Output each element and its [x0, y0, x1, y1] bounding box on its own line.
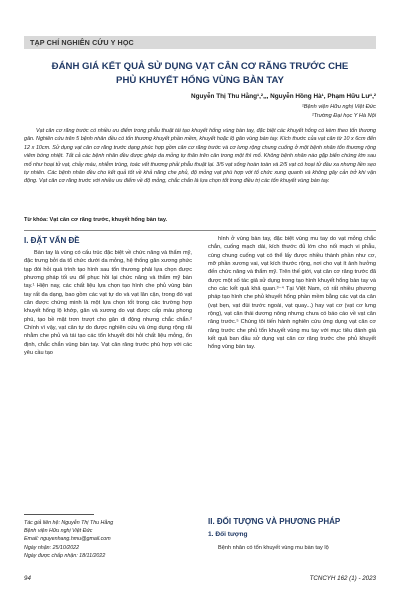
- section-heading-methods: II. ĐỐI TƯỢNG VÀ PHƯƠNG PHÁP: [208, 517, 341, 526]
- intro-paragraph-left: Bàn tay là vùng có cấu trúc đặc biệt về chức năng và thẩm mỹ, đặc trưng bởi da tổ chức dưới da mỏng, hệ thống gân xương phức tạp đòi hỏi quá trình tạo hình sau tổn thương phải lựa chọn được phương pháp tối ưu để phục hồi lại chức năng và thẩm mỹ bàn tay.¹ Hiện nay, các chất liệu lựa chọn tạo hình che phủ vùng bàn tay rất đa dạng, bao gồm các vạt tự do và vạt lân cận, trong đó vạt cân được chứng minh là một lựa chọn tốt trong các trường hợp khuyết hổng lộ khớp, gân và xương do vạt được cấp máu phong phú, tạo bề mặt trơn trượt cho gân di động nhưng chắc chắn.² Chính vì vậy, vạt cân tự do được nghiên cứu và ứng dụng rộng rãi nhằm che phủ và tái tạo các tổn khuyết đòi hỏi chất liệu mỏng, ổn định, chắc chắn vùng bàn tay. Vạt cân răng trước phù hợp với các yêu cầu tạo: [24, 250, 192, 357]
- journal-issue: TCNCYH 162 (1) - 2023: [309, 575, 376, 582]
- subsection-heading-subjects: 1. Đối tượng: [208, 531, 248, 538]
- keywords: Từ khóa: Vạt cân cơ răng trước, khuyết hổng bàn tay.: [24, 217, 168, 223]
- footnote-received-date: Ngày nhận: 25/10/2022: [24, 544, 80, 551]
- affiliation-1: ¹Bệnh viện Hữu nghị Việt Đức: [301, 104, 376, 110]
- intro-paragraph-right: hình ở vùng bàn tay, đặc biệt vùng mu tay do vạt mỏng chắc chắn, cuống mạch dài, kích thước đủ lớn cho nối mạch vi phẫu, cùng chung cuống vạt có thể lấy được nhiều thành phần như cơ, mỡ phần xương vai, vạt kích thước rộng, nơi cho vạt ít ảnh hưởng đến chức năng và thẩm mỹ. Trên thế giới, vạt cân cơ răng trước đã được một số tác giả sử dụng trong tạo hình khuyết hổng bàn tay và cho các kết quả khả quan.³⁻⁴ Tại Việt Nam, có rất nhiều phương pháp tạo hình che phủ khuyết hổng phần mềm bằng các vạt da cân (vạt bẹn, vạt đùi trước ngoài, vạt quay...) hay vạt cơ (vạt cơ lưng rộng), vạt cân thái dương nông nhưng chưa có báo cáo về vạt cân răng trước.⁵ Chúng tôi tiến hành nghiên cứu ứng dụng vạt cân cơ răng trước che phủ tổn khuyết vùng mu tay với mục tiêu đánh giá kết quả ban đầu sử dụng vạt cân cơ răng trước che phủ khuyết hổng vùng bàn tay.: [208, 236, 376, 351]
- footnote-institution: Bệnh viện Hữu nghị Việt Đức: [24, 528, 93, 535]
- article-title-line-1: ĐÁNH GIÁ KẾT QUẢ SỬ DỤNG VẠT CÂN CƠ RĂNG TRƯỚC CHE: [51, 61, 349, 72]
- journal-section-label: TẠP CHÍ NGHIÊN CỨU Y HỌC: [30, 38, 134, 47]
- left-column: [24, 249, 192, 357]
- corresponding-author-footnote: [24, 519, 194, 560]
- footnote-email: Email: nguyenhang.hmu@gmail.com: [24, 536, 111, 543]
- author-list: Nguyễn Thị Thu Hằng¹,²,,, Nguyễn Hồng Hà¹, Phạm Hữu Lư¹,²: [191, 93, 376, 100]
- footnote-author: Tác giả liên hệ: Nguyễn Thị Thu Hằng: [24, 520, 114, 526]
- article-title-line-2: PHỦ KHUYẾT HỔNG VÙNG BÀN TAY: [116, 75, 284, 86]
- page-number: 94: [24, 575, 31, 582]
- section-heading-introduction: I. ĐẶT VẤN ĐỀ: [24, 236, 80, 245]
- abstract: Vạt cân cơ răng trước có nhiều ưu điểm trong phẫu thuật tái tạo khuyết hổng vùng bàn tay, đặc biệt các khuyết hổng có kèm theo tổn thương gân. Nghiên cứu trên 5 bệnh nhân đều có tổn thương khuyết phần mềm, khuyết hoặc lộ gân vùng bàn tay. Kích thước của vạt cân từ 10 x 6cm đến 12 x 10cm. Sử dụng vạt cân cơ răng trước dạng phúc hợp gồm cân cơ răng trước và cơ lưng rộng chung cuống ở một bệnh nhân tổn thương rộng viêm bóng nhiệt. Tất cả các bệnh nhân đều được ghép da mỏng tự thân trên cân trong một thì mổ. Không bệnh nhân nào gặp biến chứng lớn sau mổ như hoại tử vạt, chảy máu, nhiễm trùng, toác vết thương phải phẫu thuật lại. 3/5 vạt sống hoàn toàn và 2/5 vạt có hoại tử đầu xa nhưng liền sẹo tự nhiên. Các bệnh nhân đều cho kết quả tốt về khả năng che phủ, độ mỏng vạt phù hợp với tổ chức xung quanh và không gây cản trở khi vận động. Vạt cân cơ răng trước với nhiều ưu điểm về độ mỏng, chắc chắn là lựa chọn tốt trong điều trị các tổn khuyết vùng bàn tay.: [24, 128, 376, 185]
- footnote-divider: [24, 514, 94, 515]
- article-title: [24, 60, 376, 88]
- footnote-accepted-date: Ngày được chấp nhận: 18/11/2022: [24, 552, 106, 559]
- right-column: [208, 235, 376, 352]
- divider: [24, 230, 376, 231]
- affiliation-2: ²Trường Đại học Y Hà Nội: [311, 113, 376, 119]
- subjects-text: Bệnh nhân có tổn khuyết vùng mu bàn tay lộ: [218, 545, 329, 551]
